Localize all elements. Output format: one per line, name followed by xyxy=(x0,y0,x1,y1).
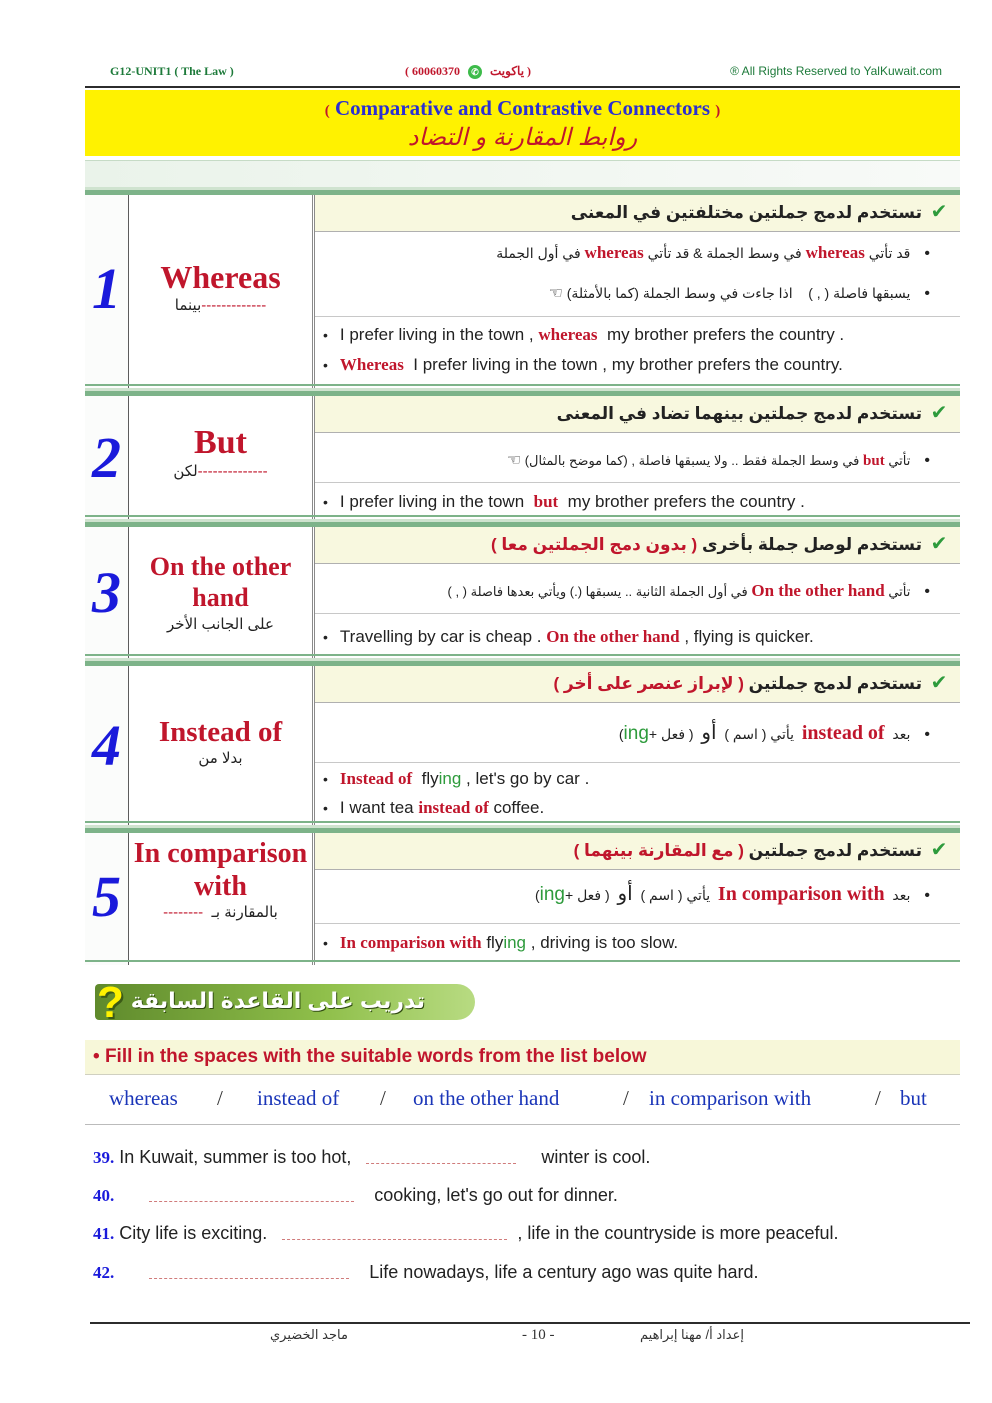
connector-arabic: لكن-------------- xyxy=(173,463,268,480)
word-option: in comparison with xyxy=(649,1086,812,1110)
rule-note: •بعد In comparison with يأتي ( اسم ) أو ( فعل +ing) xyxy=(534,883,930,905)
connector-row-whereas xyxy=(85,190,960,389)
connector-word: Whereas xyxy=(160,259,281,295)
connector-arabic: على الجانب الأخر xyxy=(167,616,274,633)
example-sentence: • I prefer living in the town , whereas my brother prefers the country . xyxy=(323,325,845,344)
connector-word: Instead of xyxy=(158,716,283,748)
header-divider xyxy=(85,86,960,88)
answer-blank[interactable] xyxy=(149,1268,349,1279)
connector-arabic: بينما------------- xyxy=(174,297,267,314)
practice-banner: ? تدريب على القاعدة السابقة xyxy=(95,984,475,1020)
connector-row-instead-of xyxy=(85,661,960,826)
row-number: 4 xyxy=(92,713,121,778)
example-sentence: • I prefer living in the town but my brother prefers the country . xyxy=(323,492,805,511)
word-option: but xyxy=(900,1086,927,1110)
page-title-arabic: روابط المقارنة و التضاد xyxy=(407,124,638,151)
word-option: on the other hand xyxy=(413,1086,560,1110)
page-number: - 10 - xyxy=(522,1327,555,1343)
question-40: 40. cooking, let's go out for dinner. xyxy=(93,1185,618,1205)
footer-divider xyxy=(90,1322,970,1324)
example-sentence: • In comparison with flying , driving is too slow. xyxy=(323,933,679,952)
rule-note: •بعد instead of يأتي ( اسم ) أو ( فعل +ing) xyxy=(618,722,930,744)
usage-title: تستخدم لوصل جملة بأخرى ( بدون دمج الجملتين معا ) ✔ xyxy=(315,527,960,564)
example-sentence: • Travelling by car is cheap . On the other hand , flying is quicker. xyxy=(323,627,814,646)
page-header xyxy=(85,64,960,82)
row-number: 5 xyxy=(92,864,121,929)
word-option: instead of xyxy=(257,1086,340,1110)
row-number: 2 xyxy=(92,425,121,490)
connector-word: But xyxy=(194,424,247,461)
answer-blank[interactable] xyxy=(366,1153,516,1164)
check-icon: ✔ xyxy=(930,533,948,555)
connector-row-but xyxy=(85,391,960,520)
practice-instruction: • Fill in the spaces with the suitable words from the list below xyxy=(85,1040,960,1075)
check-icon: ✔ xyxy=(930,402,948,424)
check-icon: ✔ xyxy=(930,201,948,223)
question-42: 42. Life nowadays, life a century ago was quite hard. xyxy=(93,1262,759,1282)
footer-author: ماجد الخضيري xyxy=(270,1327,348,1342)
page-title: ( Comparative and Contrastive Connectors ) xyxy=(324,96,721,120)
row-number: 1 xyxy=(92,256,121,321)
question-39: 39. In Kuwait, summer is too hot, winter is cool. xyxy=(93,1147,651,1167)
pointing-hand-icon: ☜ xyxy=(548,285,563,302)
footer-prepared-by: إعداد أ/ مهنا إبراهيم xyxy=(640,1327,744,1342)
whatsapp-icon: ✆ xyxy=(468,65,482,79)
question-mark-icon: ? xyxy=(97,978,124,1027)
word-option: whereas xyxy=(109,1086,178,1110)
title-box xyxy=(85,90,960,156)
connector-word: In comparison with xyxy=(133,838,308,902)
usage-title: تستخدم لدمج جملتين ( لإبراز عنصر على أخر ) ✔ xyxy=(315,666,960,703)
header-contact: ( 60060370 ✆ ياكويت ) xyxy=(405,64,532,78)
connector-row-in-comparison-with xyxy=(85,828,960,965)
connector-arabic: -------- بالمقارنة بـ xyxy=(163,904,278,921)
usage-title: تستخدم لدمج جملتين ( مع المقارنة بينهما ) ✔ xyxy=(315,833,960,870)
example-sentence: • Instead of flying , let's go by car . xyxy=(323,769,590,788)
usage-title: تستخدم لدمج جملتين بينهما تضاد في المعنى ✔ xyxy=(315,396,960,433)
example-sentence: • I want tea instead of coffee. xyxy=(323,798,545,817)
connector-arabic: بدلا من xyxy=(198,750,243,767)
connector-word: On the other hand xyxy=(149,552,292,612)
example-sentence: • Whereas I prefer living in the town , my brother prefers the country. xyxy=(323,355,843,374)
usage-title: تستخدم لدمج جملتين مختلفتين في المعنى ✔ xyxy=(315,195,960,232)
rule-note: •قد تأتي whereas في وسط الجملة & قد تأتي whereas في أول الجملة xyxy=(496,243,930,262)
check-icon: ✔ xyxy=(930,839,948,861)
row-number: 3 xyxy=(92,560,121,625)
header-rights: ® All Rights Reserved to YalKuwait.com xyxy=(730,64,942,78)
rule-note: •تأتي On the other hand في أول الجملة الثانية .. يسبقها (.) ويأتي بعدها فاصلة ( , ) xyxy=(447,581,930,600)
rule-note: •يسبقها فاصلة ( , ) اذا جاءت في وسط الجملة (كما بالأمثلة) ☜ xyxy=(548,285,930,302)
answer-blank[interactable] xyxy=(149,1191,354,1202)
answer-blank[interactable] xyxy=(282,1229,507,1240)
title-stripe xyxy=(85,160,960,191)
rule-note: •تأتي but في وسط الجملة فقط .. ولا يسبقها فاصلة , (كما موضح بالمثال) ☜ xyxy=(506,452,930,469)
connector-row-on-the-other-hand xyxy=(85,522,960,659)
check-icon: ✔ xyxy=(930,672,948,694)
question-41: 41. City life is exciting. , life in the countryside is more peaceful. xyxy=(93,1223,839,1243)
header-unit: G12-UNIT1 ( The Law ) xyxy=(110,64,234,78)
pointing-hand-icon: ☜ xyxy=(506,452,522,469)
